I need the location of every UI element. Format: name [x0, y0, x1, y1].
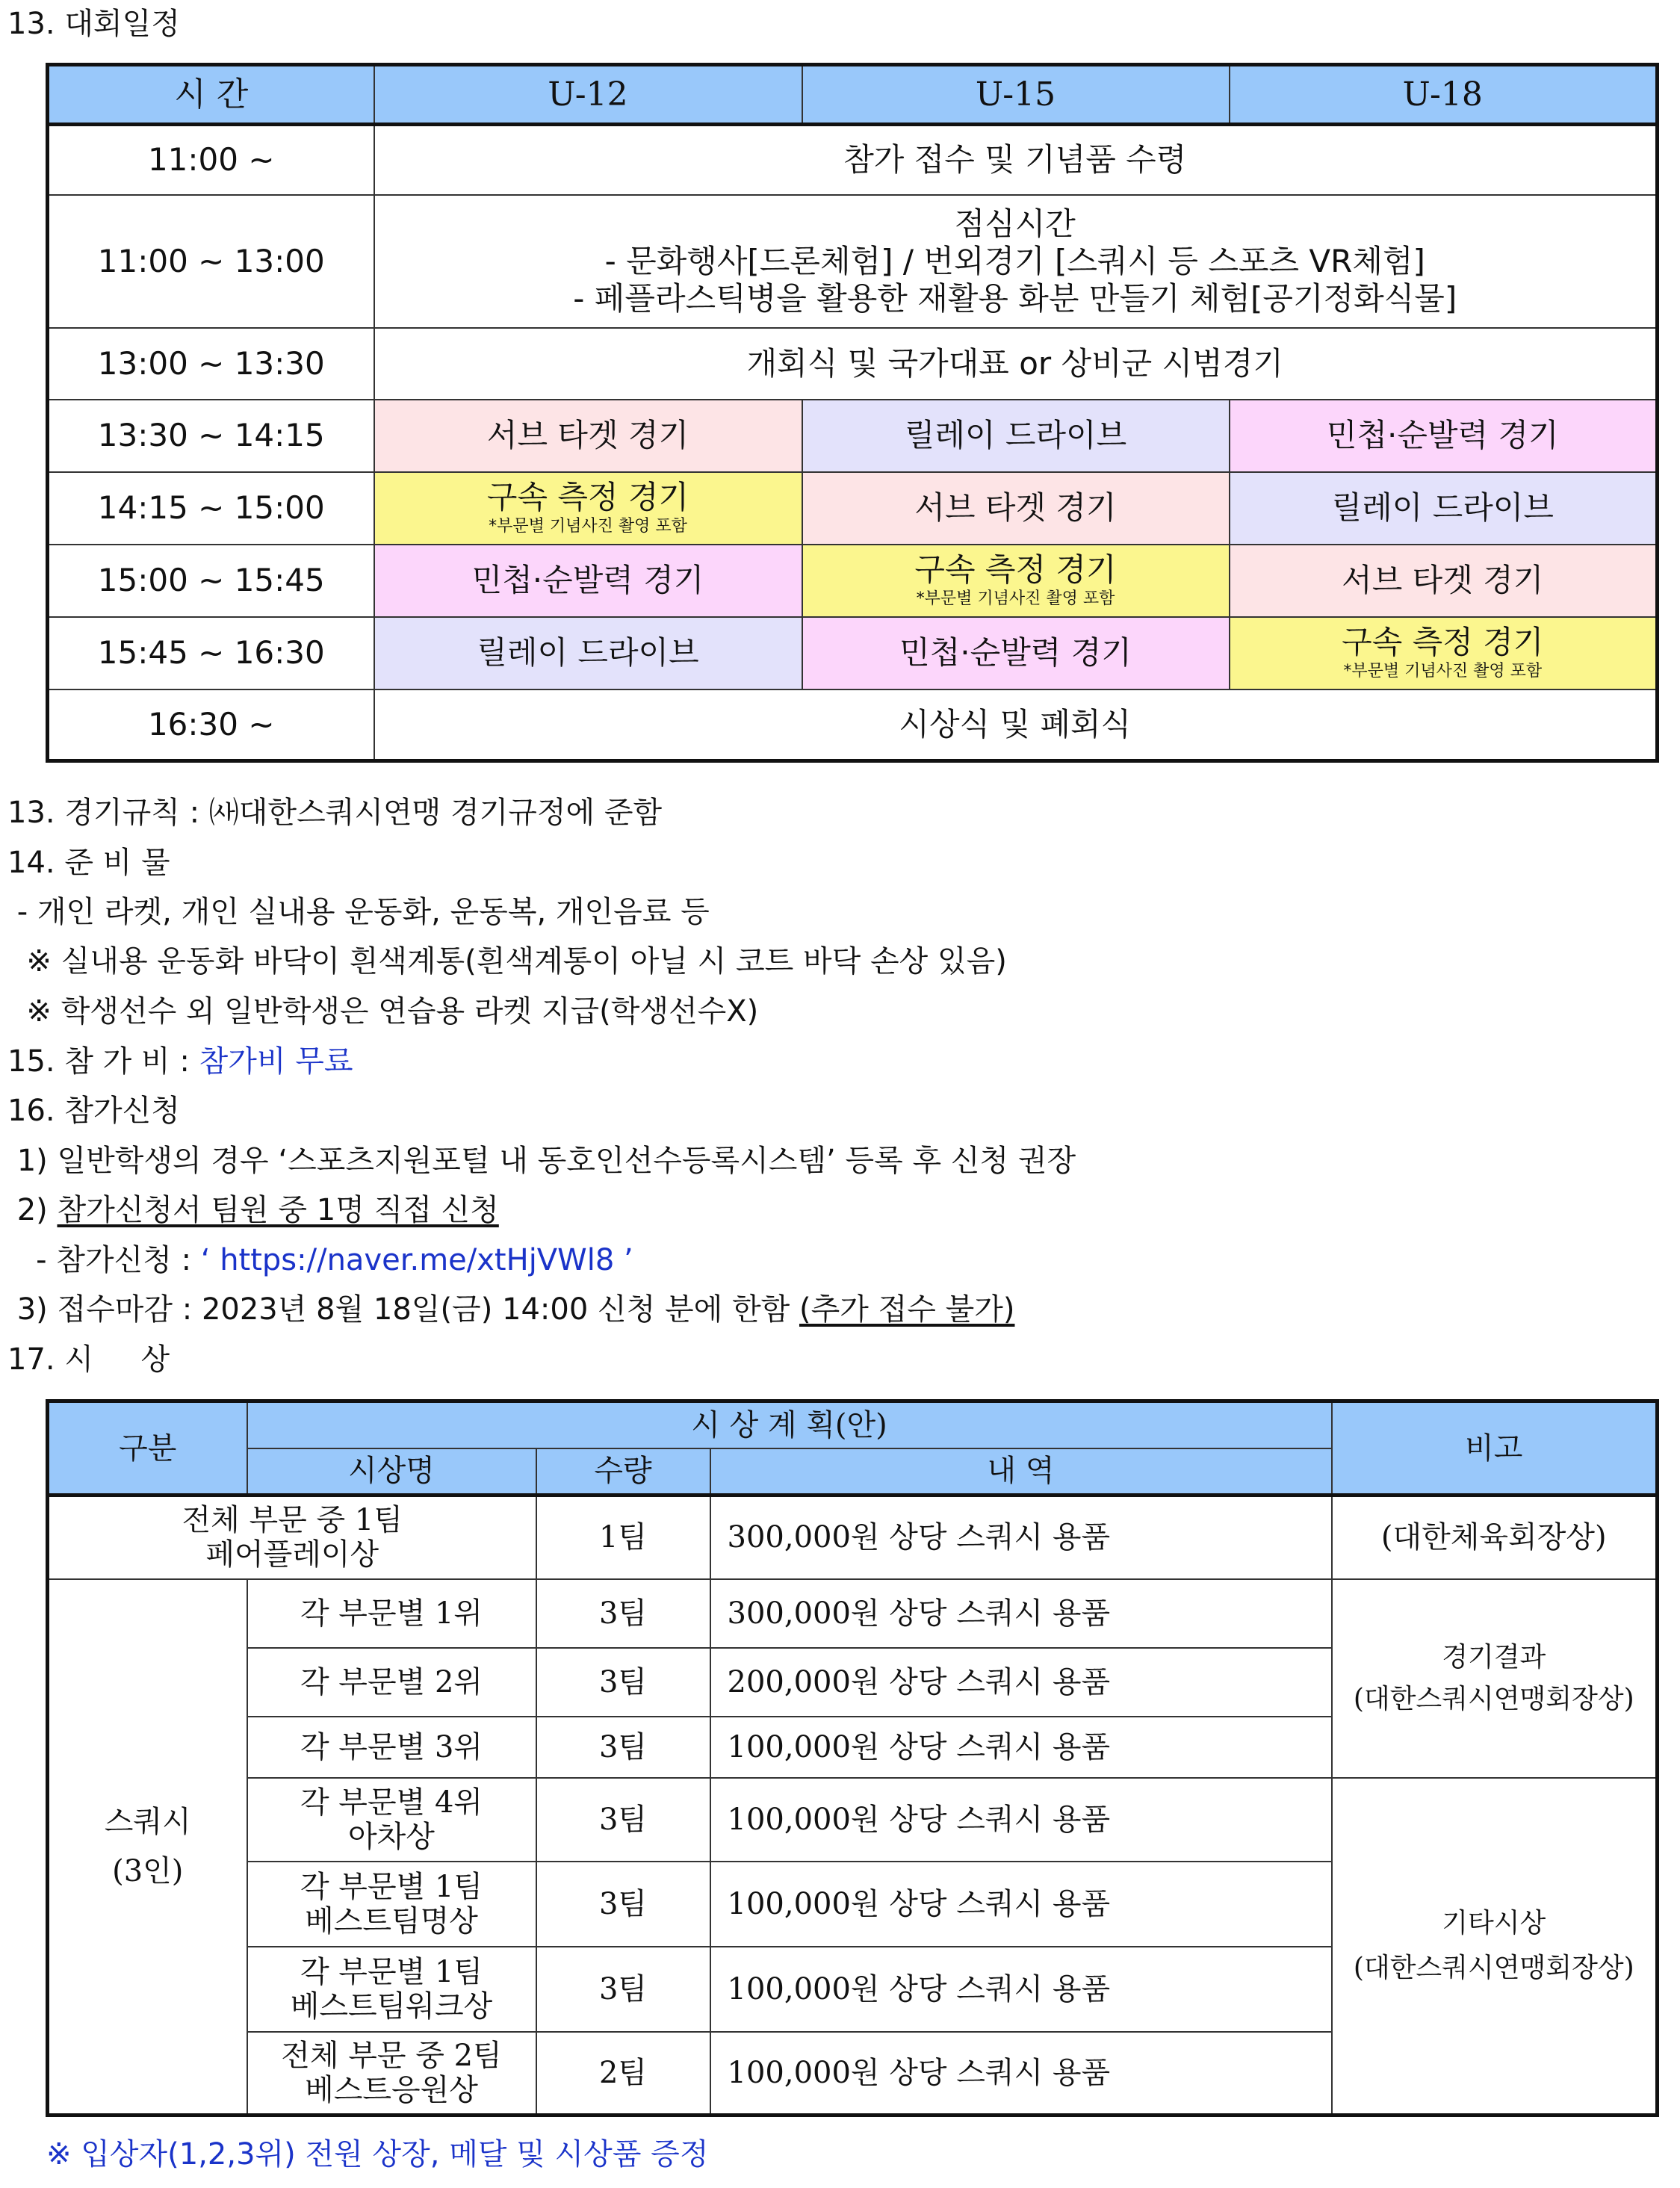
event-label: 구속 측정 경기	[1342, 624, 1544, 660]
award-name: 각 부문별 3위	[247, 1717, 536, 1778]
award-detail: 300,000원 상당 스쿼시 용품	[710, 1579, 1332, 1648]
event-cell: 참가 접수 및 기념품 수령	[374, 125, 1658, 195]
apply-item: 1) 일반학생의 경우 ‘스포츠지원포털 내 동호인선수등록시스템’ 등록 후 신청 권장	[7, 1144, 1076, 1178]
time-cell: 13:00 ~ 13:30	[48, 328, 374, 400]
awards-table	[46, 1399, 1659, 2117]
event-line: - 페플라스틱병을 활용한 재활용 화분 만들기 체험[공기정화식물]	[573, 279, 1457, 317]
header-u12: U-12	[374, 65, 802, 125]
photo-note: *부문별 기념사진 촬영 포함	[1343, 662, 1543, 681]
award-qty: 3팀	[536, 1862, 710, 1947]
footer-note: ※ 입상자(1,2,3위) 전원 상장, 메달 및 시상품 증정	[46, 2137, 709, 2172]
time-cell: 15:45 ~ 16:30	[48, 617, 374, 689]
photo-note: *부문별 기념사진 촬영 포함	[916, 589, 1115, 608]
table-row	[48, 195, 1658, 328]
apply-title: 16. 참가신청	[7, 1094, 180, 1128]
event-cell: 시상식 및 폐회식	[374, 689, 1658, 761]
award-qty: 3팀	[536, 1579, 710, 1648]
event-cell	[1230, 617, 1658, 689]
header-detail: 내 역	[710, 1448, 1332, 1496]
event-cell: 민첩·순발력 경기	[1230, 400, 1658, 472]
deadline-note: (추가 접수 불가)	[799, 1292, 1015, 1327]
apply-item-number: 2)	[7, 1193, 58, 1227]
award-detail: 100,000원 상당 스쿼시 용품	[710, 1862, 1332, 1947]
table-row	[48, 689, 1658, 761]
award-detail: 100,000원 상당 스쿼시 용품	[710, 1778, 1332, 1862]
award-qty: 3팀	[536, 1778, 710, 1862]
award-name: 각 부문별 2위	[247, 1648, 536, 1717]
event-cell: 민첩·순발력 경기	[802, 617, 1230, 689]
award-detail: 300,000원 상당 스쿼시 용품	[710, 1496, 1332, 1579]
award-name: 각 부문별 1위	[247, 1579, 536, 1648]
award-qty: 3팀	[536, 1947, 710, 2032]
award-name-line: 전체 부문 중 1팀 페어플레이상	[182, 1503, 403, 1572]
deadline-line	[7, 1292, 1014, 1327]
event-label: 구속 측정 경기	[486, 479, 689, 515]
header-note: 비고	[1332, 1401, 1658, 1496]
table-row	[48, 472, 1658, 545]
header-name: 시상명	[247, 1448, 536, 1496]
supplies-item: ※ 실내용 운동화 바닥이 흰색계통(흰색계통이 아닐 시 코트 바닥 손상 있음)	[7, 944, 1007, 979]
award-name	[48, 1496, 536, 1579]
award-name: 전체 부문 중 2팀 베스트응원상	[247, 2032, 536, 2116]
fee-label: 15. 참 가 비 :	[7, 1044, 199, 1079]
award-qty: 2팀	[536, 2032, 710, 2116]
table-row	[48, 545, 1658, 617]
award-note: 기타시상 (대한스쿼시연맹회장상)	[1332, 1778, 1658, 2116]
apply-link-label: - 참가신청 :	[7, 1243, 201, 1277]
header-category: 구분	[48, 1401, 247, 1496]
event-cell: 릴레이 드라이브	[1230, 472, 1658, 545]
event-cell: 서브 타겟 경기	[374, 400, 802, 472]
event-label: 구속 측정 경기	[914, 551, 1117, 588]
event-line: 점심시간	[954, 205, 1076, 242]
apply-item-text: 참가신청서 팀원 중 1명 직접 신청	[57, 1193, 499, 1227]
apply-item	[7, 1192, 499, 1228]
event-cell	[374, 472, 802, 545]
award-detail: 100,000원 상당 스쿼시 용품	[710, 2032, 1332, 2116]
award-detail: 100,000원 상당 스쿼시 용품	[710, 1717, 1332, 1778]
table-row	[48, 400, 1658, 472]
supplies-title: 14. 준 비 물	[7, 846, 170, 880]
rules-text: 13. 경기규칙 : ㈔대한스쿼시연맹 경기규정에 준함	[7, 796, 663, 830]
table-row	[48, 1579, 1658, 1648]
time-cell: 11:00 ~ 13:00	[48, 195, 374, 328]
fee-value: 참가비 무료	[199, 1044, 353, 1079]
award-detail: 200,000원 상당 스쿼시 용품	[710, 1648, 1332, 1717]
fee-line	[7, 1044, 353, 1079]
award-name: 각 부문별 1팀 베스트팀명상	[247, 1862, 536, 1947]
time-cell: 15:00 ~ 15:45	[48, 545, 374, 617]
table-row	[48, 1778, 1658, 1862]
event-cell: 릴레이 드라이브	[802, 400, 1230, 472]
award-name: 각 부문별 4위 아차상	[247, 1778, 536, 1862]
award-note: (대한체육회장상)	[1332, 1496, 1658, 1579]
award-detail: 100,000원 상당 스쿼시 용품	[710, 1947, 1332, 2032]
supplies-item: ※ 학생선수 외 일반학생은 연습용 라켓 지급(학생선수X)	[7, 994, 759, 1029]
apply-link-line	[7, 1242, 633, 1278]
award-category: 스쿼시 (3인)	[48, 1579, 247, 2116]
header-u18: U-18	[1230, 65, 1658, 125]
header-time: 시 간	[48, 65, 374, 125]
apply-link[interactable]: ‘ https://naver.me/xtHjVWl8 ’	[200, 1243, 633, 1277]
header-u15: U-15	[802, 65, 1230, 125]
header-qty: 수량	[536, 1448, 710, 1496]
time-cell: 13:30 ~ 14:15	[48, 400, 374, 472]
supplies-item: - 개인 라켓, 개인 실내용 운동화, 운동복, 개인음료 등	[7, 895, 710, 929]
photo-note: *부문별 기념사진 촬영 포함	[489, 517, 687, 536]
schedule-table	[46, 63, 1659, 763]
header-plan: 시 상 계 획(안)	[247, 1401, 1332, 1448]
award-note: 경기결과 (대한스쿼시연맹회장상)	[1332, 1579, 1658, 1778]
table-row	[48, 1496, 1658, 1579]
table-row	[48, 125, 1658, 195]
deadline-text: 3) 접수마감 : 2023년 8월 18일(금) 14:00 신청 분에 한함	[7, 1292, 799, 1327]
event-line: - 문화행사[드론체험] / 번외경기 [스쿼시 등 스포츠 VR체험]	[604, 242, 1425, 279]
event-cell: 서브 타겟 경기	[1230, 545, 1658, 617]
awards-title: 17. 시 상	[7, 1342, 170, 1377]
section-title-schedule: 13. 대회일정	[7, 7, 180, 41]
event-cell: 민첩·순발력 경기	[374, 545, 802, 617]
event-cell: 릴레이 드라이브	[374, 617, 802, 689]
time-cell: 14:15 ~ 15:00	[48, 472, 374, 545]
table-row	[48, 328, 1658, 400]
award-qty: 3팀	[536, 1648, 710, 1717]
award-qty: 3팀	[536, 1717, 710, 1778]
time-cell: 11:00 ~	[48, 125, 374, 195]
event-cell	[374, 195, 1658, 328]
award-name: 각 부문별 1팀 베스트팀워크상	[247, 1947, 536, 2032]
award-qty: 1팀	[536, 1496, 710, 1579]
event-cell	[802, 545, 1230, 617]
time-cell: 16:30 ~	[48, 689, 374, 761]
event-cell: 서브 타겟 경기	[802, 472, 1230, 545]
table-row	[48, 617, 1658, 689]
event-cell: 개회식 및 국가대표 or 상비군 시범경기	[374, 328, 1658, 400]
